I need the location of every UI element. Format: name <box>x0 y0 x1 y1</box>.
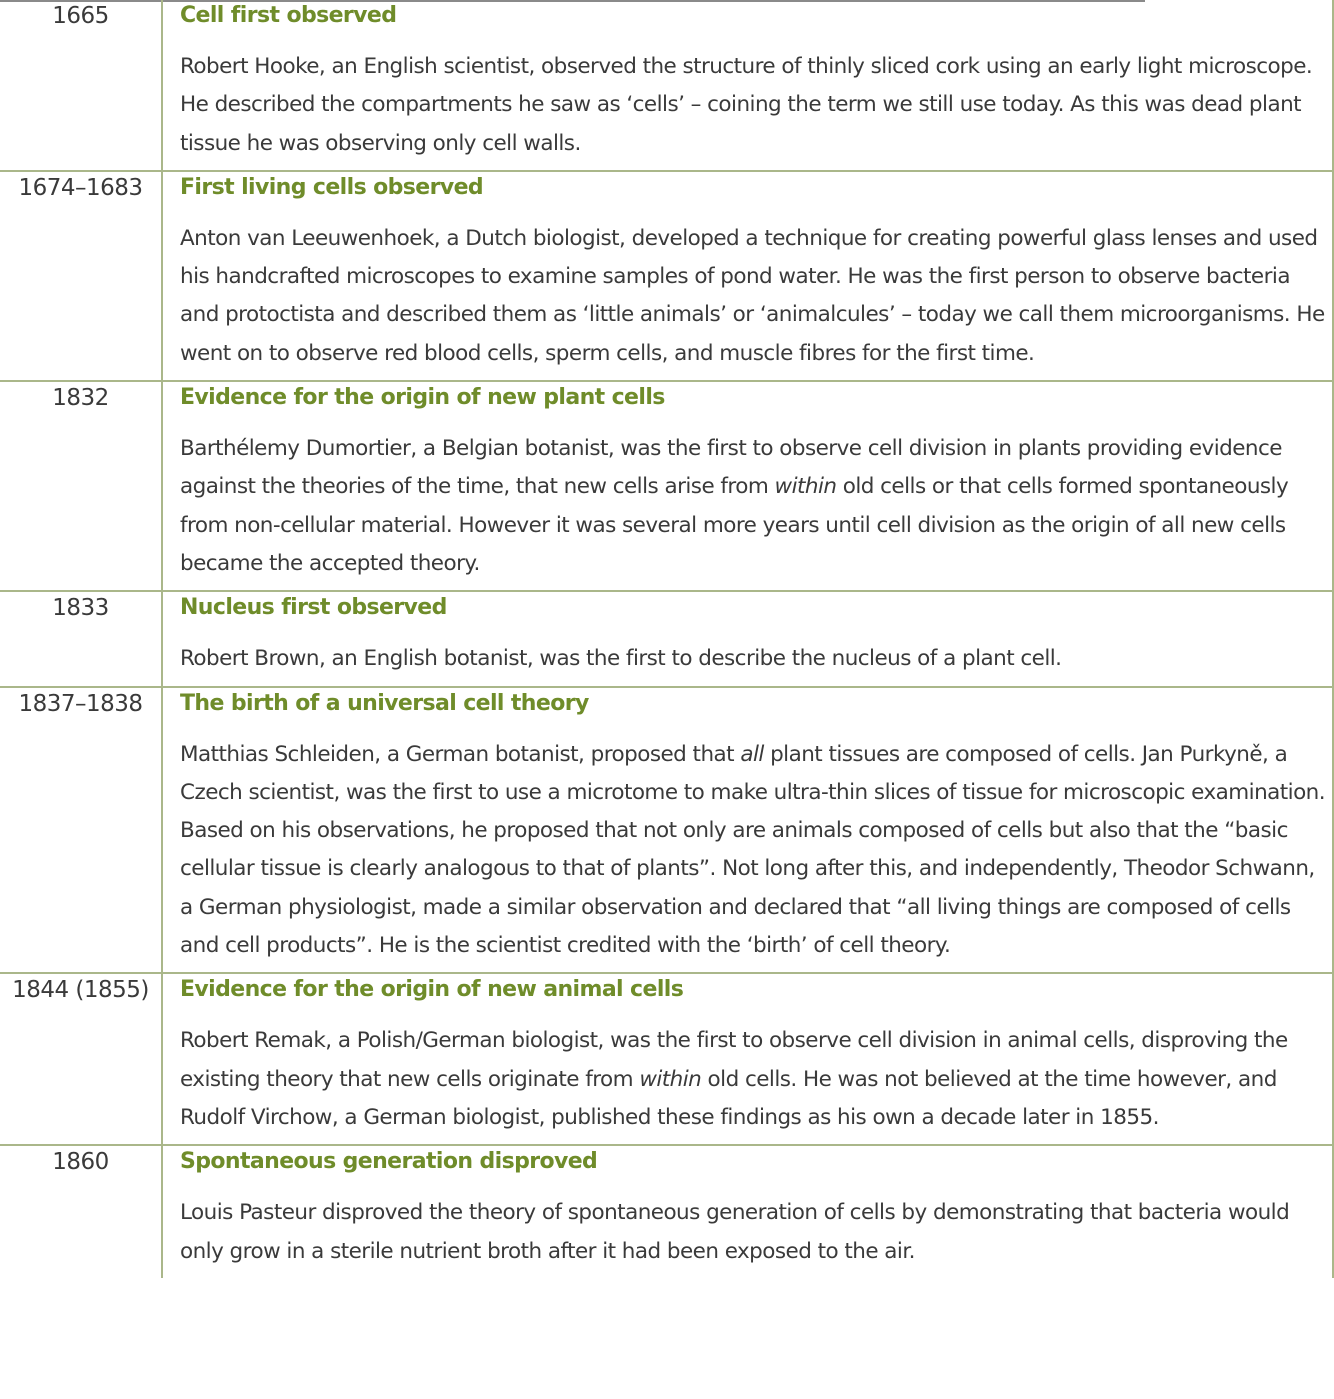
emphasis-text: all <box>740 741 764 767</box>
description-text: Anton van Leeuwenhoek, a Dutch biologist, developed a technique for creating powerful glass lenses and used his handcrafted microscopes to examine samples of pond water. He was the first person to observe bacteria and protoctista and described them as ‘little animals’ or ‘animalcules’ – today we call them microorganisms. He went on to observe red blood cells, sperm cells, and muscle fibres for the first time. <box>180 225 1325 366</box>
entry-description <box>180 1022 1326 1137</box>
timeline-row <box>0 592 1332 687</box>
timeline-year: 1665 <box>0 0 163 170</box>
description-text: Louis Pasteur disproved the theory of spontaneous generation of cells by demonstrating that bacteria would only grow in a sterile nutrient broth after it had been exposed to the air. <box>180 1200 1290 1264</box>
entry-description <box>180 220 1326 373</box>
entry-title: Cell first observed <box>180 3 397 28</box>
timeline-row <box>0 172 1332 382</box>
timeline-entry-cell-first-observed <box>163 0 1332 170</box>
timeline-entry-the-birth-of-a-universal-cell-theory <box>163 688 1332 973</box>
timeline-entry-evidence-for-the-origin-of-new-plant-cells <box>163 382 1332 590</box>
description-text: Barthélemy Dumortier, a Belgian botanist, was the first to observe cell division in plants providing evidence against the theories of the time, that new cells arise from <box>180 436 1282 500</box>
description-text: Robert Brown, an English botanist, was the first to describe the nucleus of a plant cell. <box>180 646 1062 672</box>
emphasis-text: within <box>774 474 837 500</box>
entry-title: Evidence for the origin of new animal cells <box>180 977 684 1003</box>
description-text: Matthias Schleiden, a German botanist, proposed that <box>180 741 741 767</box>
timeline-year: 1844 (1855) <box>0 974 163 1144</box>
emphasis-text: within <box>639 1066 702 1092</box>
timeline-row <box>0 1146 1332 1278</box>
description-text: Robert Hooke, an English scientist, observed the structure of thinly sliced cork using an early light microscope. He described the compartments he saw as ‘cells’ – coining the term we still use today. As this was dead plant tissue he was observing only cell walls. <box>180 54 1313 156</box>
timeline-entry-nucleus-first-observed <box>163 592 1332 685</box>
timeline-year: 1860 <box>0 1146 163 1278</box>
entry-title: First living cells observed <box>180 174 484 200</box>
entry-description <box>180 48 1326 163</box>
timeline-year: 1833 <box>0 592 163 685</box>
description-text: Robert Remak, a Polish/German biologist, was the first to observe cell division in animal cells, disproving the existing theory that new cells originate from <box>180 1028 1288 1092</box>
description-text: old cells. He was not believed at the time however, and Rudolf Virchow, a German biologist, published these findings as his own a decade later in 1855. <box>180 1066 1277 1130</box>
description-text: plant tissues are composed of cells. Jan Purkyně, a Czech scientist, was the first to use a microtome to make ultra-thin slices of tissue for microscopic examination. Based on his observations, he proposed that not only are animals composed of cells but also that the “basic cellular tissue is clearly analogous to that of plants”. Not long after this, and independently, Theodor Schwann, a German physiologist, made a similar observation and declared that “all living things are composed of cells and cell products”. He is the scientist credited with the ‘birth’ of cell theory. <box>180 741 1326 959</box>
timeline-row <box>0 0 1332 172</box>
timeline-row <box>0 974 1332 1146</box>
entry-description <box>180 640 1326 678</box>
entry-description <box>180 736 1326 966</box>
timeline-year: 1674–1683 <box>0 172 163 380</box>
entry-description <box>180 430 1326 583</box>
timeline-year: 1832 <box>0 382 163 590</box>
timeline-row <box>0 688 1332 975</box>
timeline-entry-evidence-for-the-origin-of-new-animal-cells <box>163 974 1332 1144</box>
entry-title: Evidence for the origin of new plant cells <box>180 385 665 411</box>
entry-description <box>180 1194 1326 1271</box>
timeline-row <box>0 382 1332 592</box>
timeline-entry-first-living-cells-observed <box>163 172 1332 380</box>
timeline-entry-spontaneous-generation-disproved <box>163 1146 1332 1278</box>
entry-title: Spontaneous generation disproved <box>180 1149 598 1175</box>
description-text: old cells or that cells formed spontaneously from non-cellular material. However it was several more years until cell division as the origin of all new cells became the accepted theory. <box>180 474 1289 576</box>
timeline-year: 1837–1838 <box>0 688 163 973</box>
entry-title: The birth of a universal cell theory <box>180 690 589 716</box>
entry-title: Nucleus first observed <box>180 595 447 621</box>
